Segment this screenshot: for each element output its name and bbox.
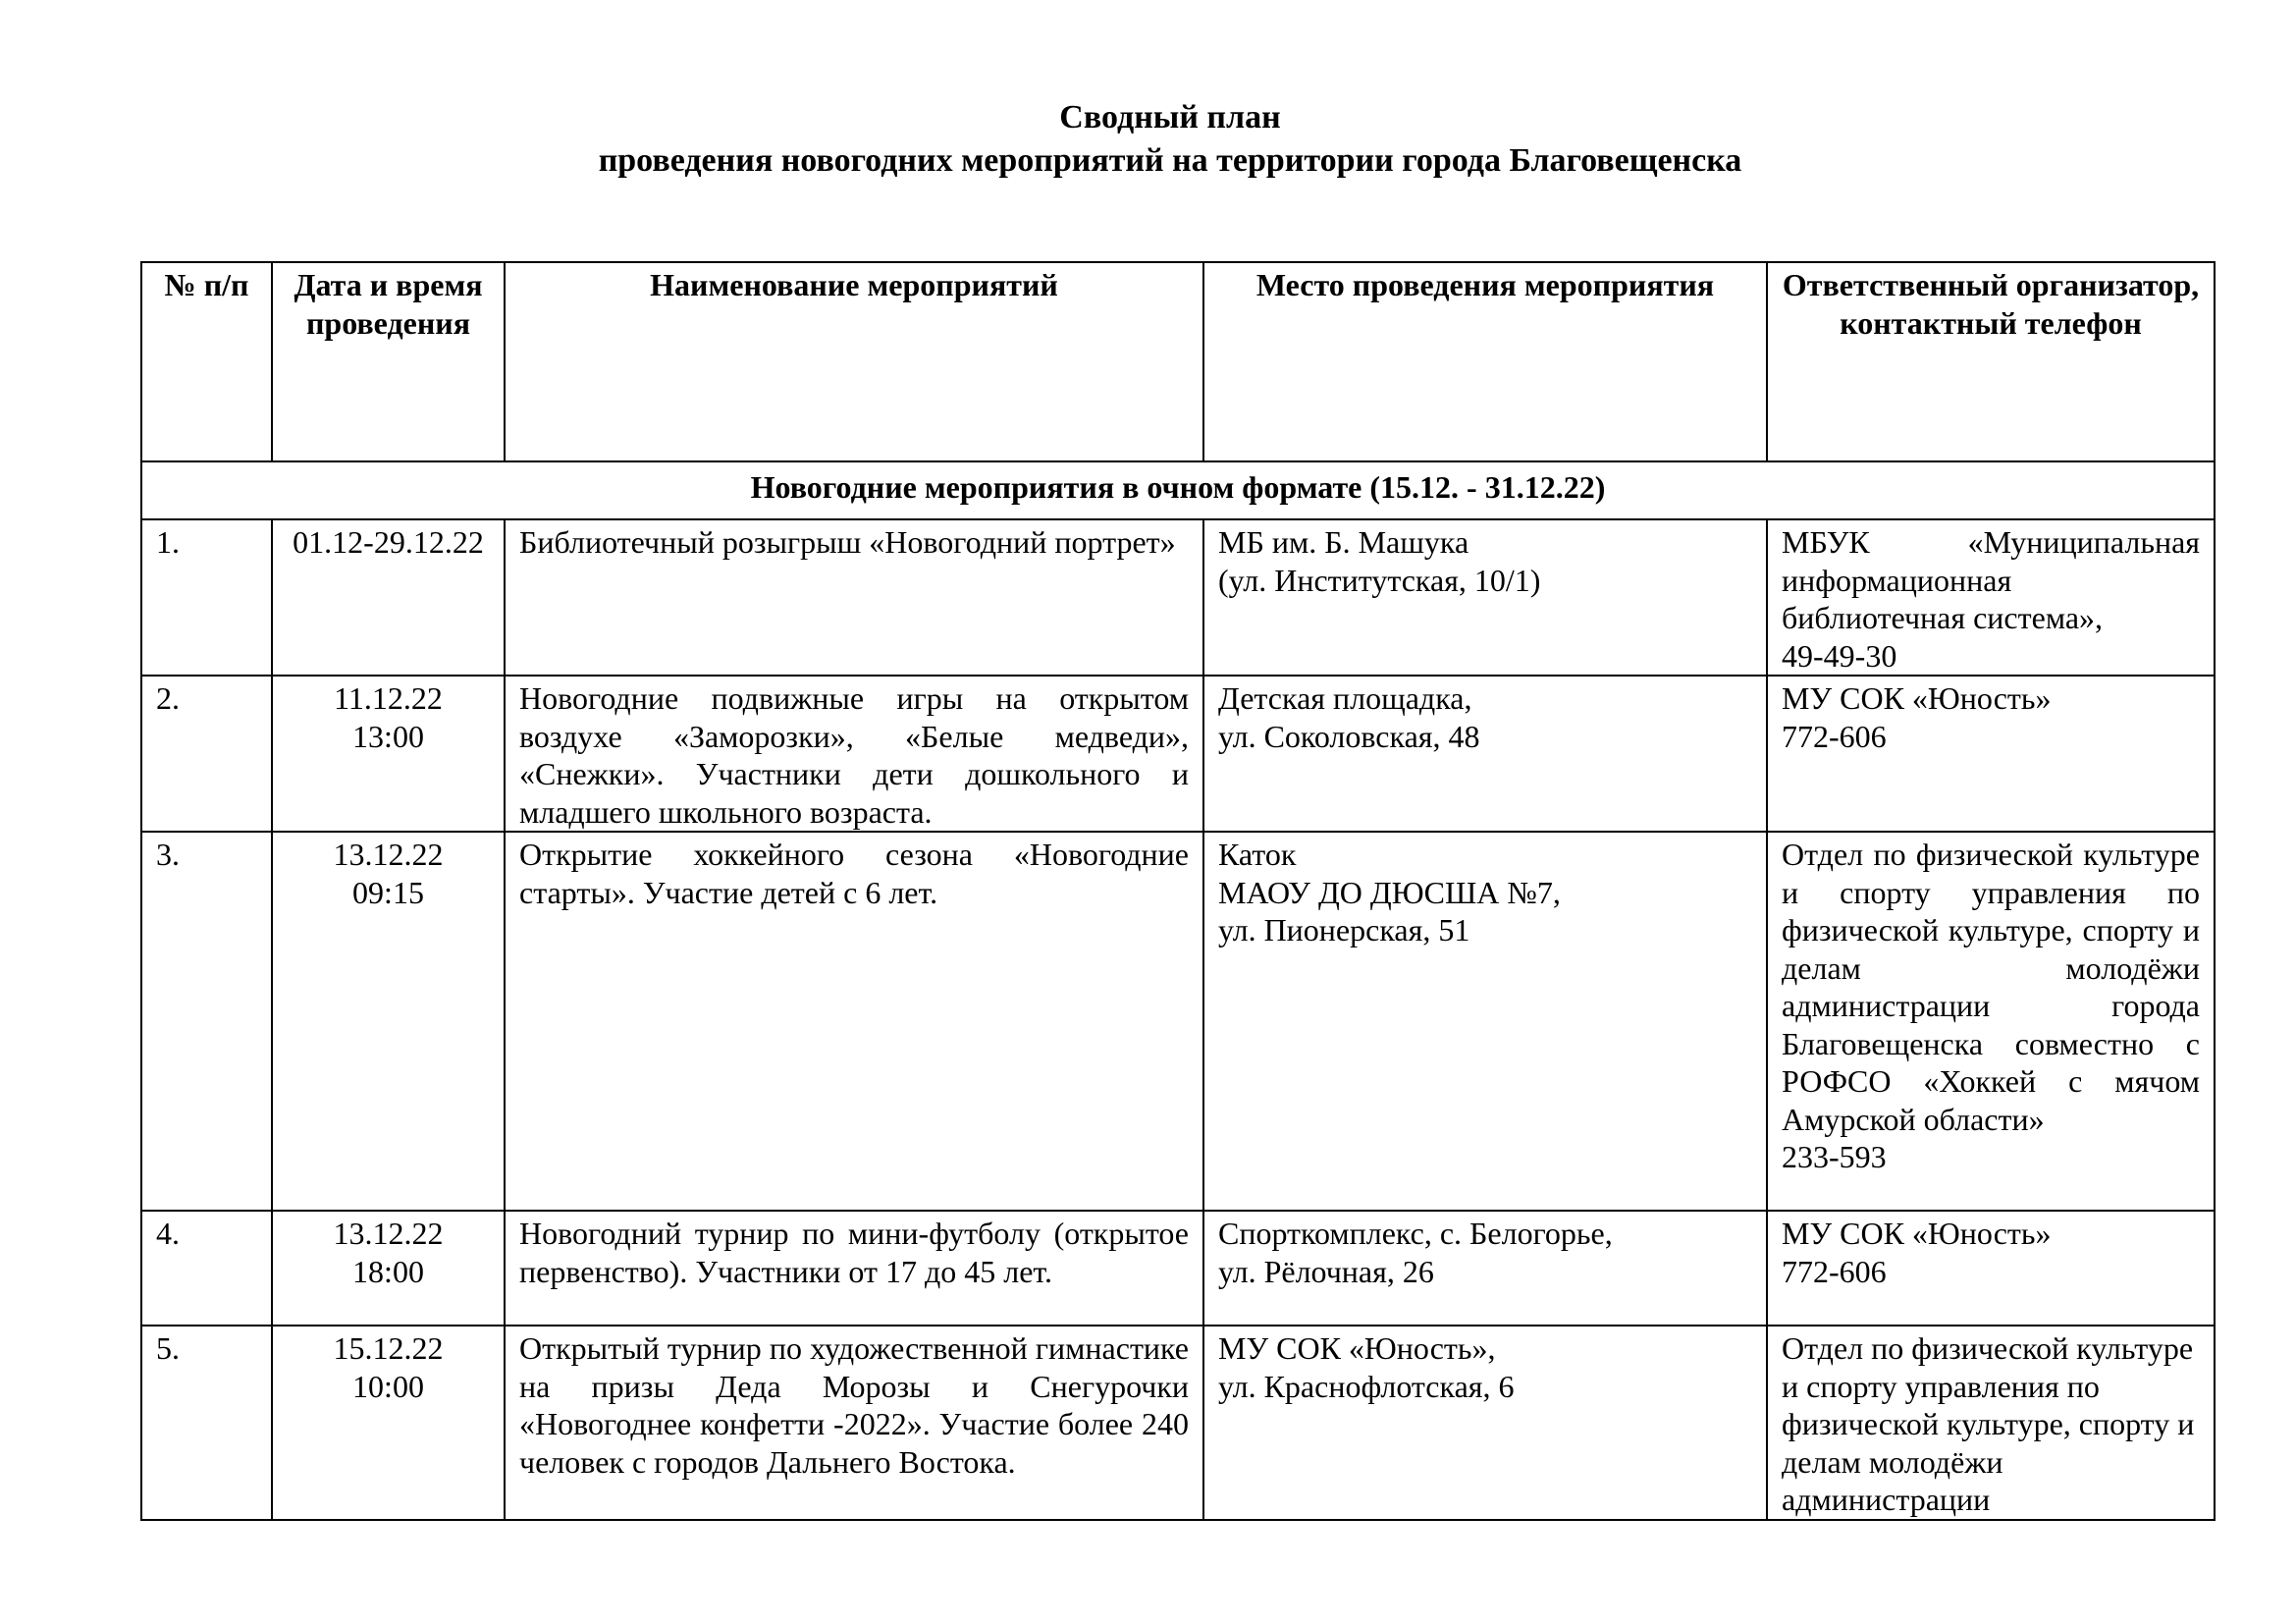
header-place: Место проведения мероприятия bbox=[1203, 262, 1767, 461]
row-event-name: Новогодний турнир по мини-футболу (открытое первенство). Участники от 17 до 45 лет. bbox=[505, 1211, 1203, 1326]
organizer-name: МБУК «Муниципальная информационная библиотечная система», bbox=[1782, 524, 2200, 635]
header-number: № п/п bbox=[141, 262, 272, 461]
place-line: ул. Соколовская, 48 bbox=[1218, 718, 1480, 754]
title-line-2: проведения новогодних мероприятий на территории города Благовещенска bbox=[598, 142, 1742, 179]
row-organizer bbox=[1767, 1211, 2215, 1326]
row-organizer bbox=[1767, 676, 2215, 832]
row-time-value: 18:00 bbox=[352, 1253, 424, 1289]
row-organizer bbox=[1767, 519, 2215, 676]
row-event-name: Открытие хоккейного сезона «Новогодние старты». Участие детей с 6 лет. bbox=[505, 832, 1203, 1211]
place-line: МУ СОК «Юность», bbox=[1218, 1330, 1496, 1366]
organizer-phone: 233-593 bbox=[1782, 1139, 1887, 1174]
header-organizer: Ответственный организатор, контактный телефон bbox=[1767, 262, 2215, 461]
row-date bbox=[272, 1211, 505, 1326]
row-number: 3. bbox=[141, 832, 272, 1211]
organizer-name: МУ СОК «Юность» bbox=[1782, 1216, 2052, 1251]
row-place bbox=[1203, 519, 1767, 676]
place-line: МБ им. Б. Машука bbox=[1218, 524, 1469, 560]
place-line: ул. Рёлочная, 26 bbox=[1218, 1253, 1434, 1289]
row-time-value: 10:00 bbox=[352, 1368, 424, 1404]
organizer-phone: 772-606 bbox=[1782, 718, 1887, 754]
row-date-value: 13.12.22 bbox=[333, 1216, 444, 1251]
table-row bbox=[141, 1211, 2215, 1326]
place-line: Спорткомплекс, с. Белогорье, bbox=[1218, 1216, 1613, 1251]
table-row bbox=[141, 676, 2215, 832]
section-row bbox=[141, 461, 2215, 519]
row-place bbox=[1203, 832, 1767, 1211]
place-line: ул. Краснофлотская, 6 bbox=[1218, 1368, 1515, 1404]
row-date-value: 15.12.22 bbox=[333, 1330, 444, 1366]
events-table bbox=[140, 261, 2216, 1521]
row-date bbox=[272, 519, 505, 676]
table-row bbox=[141, 1326, 2215, 1520]
row-date bbox=[272, 676, 505, 832]
row-number: 5. bbox=[141, 1326, 272, 1520]
place-line: Каток bbox=[1218, 837, 1297, 872]
row-number: 2. bbox=[141, 676, 272, 832]
table-header-row bbox=[141, 262, 2215, 461]
document-title bbox=[0, 96, 2296, 183]
place-line: ул. Пионерская, 51 bbox=[1218, 912, 1470, 947]
row-date bbox=[272, 832, 505, 1211]
row-date-value: 13.12.22 bbox=[333, 837, 444, 872]
place-line: Детская площадка, bbox=[1218, 680, 1472, 716]
row-date bbox=[272, 1326, 505, 1520]
organizer-phone: 49-49-30 bbox=[1782, 637, 1897, 674]
row-number: 1. bbox=[141, 519, 272, 676]
title-line-1: Сводный план bbox=[1059, 99, 1281, 135]
row-event-name: Библиотечный розыгрыш «Новогодний портрет» bbox=[505, 519, 1203, 676]
row-organizer bbox=[1767, 1326, 2215, 1520]
header-date-time: Дата и время проведения bbox=[272, 262, 505, 461]
section-title: Новогодние мероприятия в очном формате (15.12. - 31.12.22) bbox=[141, 461, 2215, 519]
row-time-value: 13:00 bbox=[352, 718, 424, 754]
row-organizer bbox=[1767, 832, 2215, 1211]
row-date-value: 01.12-29.12.22 bbox=[293, 524, 484, 560]
row-place bbox=[1203, 1211, 1767, 1326]
organizer-name: МУ СОК «Юность» bbox=[1782, 680, 2052, 716]
place-line: (ул. Институтская, 10/1) bbox=[1218, 562, 1541, 598]
organizer-phone: 772-606 bbox=[1782, 1253, 1887, 1289]
organizer-name: Отдел по физической культуре и спорту управления по физической культуре, спорту и делам молодёжи администрации города Благовещенска совместно с РОФСО «Хоккей с мячом Амурской области» bbox=[1782, 837, 2200, 1137]
organizer-name: Отдел по физической культуре и спорту управления по физической культуре, спорту и делам молодёжи администрации bbox=[1782, 1330, 2195, 1517]
table-row bbox=[141, 519, 2215, 676]
row-event-name: Открытый турнир по художественной гимнастике на призы Деда Морозы и Снегурочки «Новогоднее конфетти -2022». Участие более 240 человек с городов Дальнего Востока. bbox=[505, 1326, 1203, 1520]
row-date-value: 11.12.22 bbox=[334, 680, 443, 716]
row-number: 4. bbox=[141, 1211, 272, 1326]
row-time-value: 09:15 bbox=[352, 874, 424, 910]
row-event-name: Новогодние подвижные игры на открытом воздухе «Заморозки», «Белые медведи», «Снежки». Участники дети дошкольного и младшего школьного возраста. bbox=[505, 676, 1203, 832]
row-place bbox=[1203, 676, 1767, 832]
header-event-name: Наименование мероприятий bbox=[505, 262, 1203, 461]
row-place bbox=[1203, 1326, 1767, 1520]
place-line: МАОУ ДО ДЮСША №7, bbox=[1218, 874, 1561, 910]
table-row bbox=[141, 832, 2215, 1211]
